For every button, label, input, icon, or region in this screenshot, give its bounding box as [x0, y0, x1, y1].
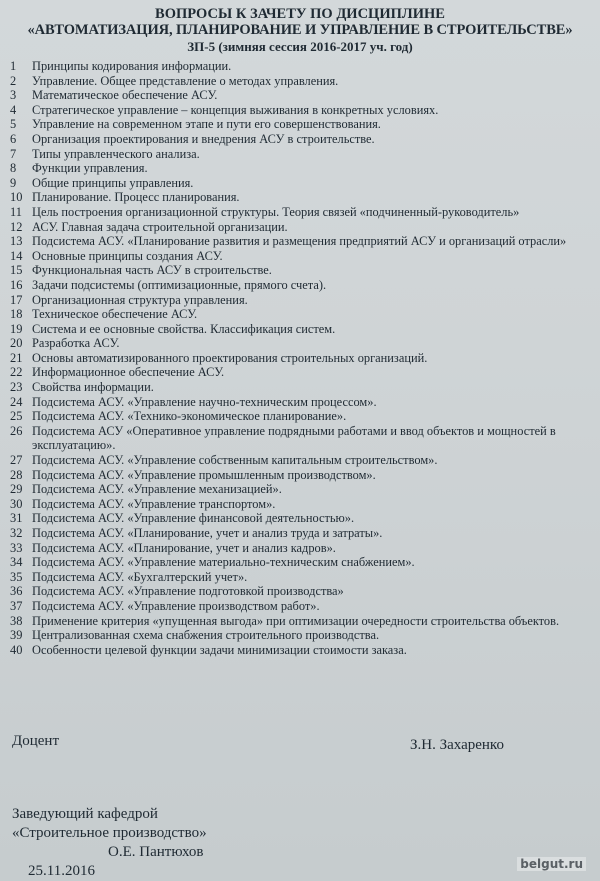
- question-item: [10, 497, 590, 512]
- question-item: [10, 409, 590, 424]
- question-item: [10, 526, 590, 541]
- question-item: [10, 482, 590, 497]
- question-item: [10, 103, 590, 118]
- docent-label: Доцент: [12, 733, 59, 749]
- question-number: 23: [10, 380, 23, 395]
- session-info: ЗП-5 (зимняя сессия 2016-2017 уч. год): [187, 39, 413, 54]
- question-text: Функции управления.: [32, 161, 148, 176]
- docent-name: З.Н. Захаренко: [410, 737, 504, 753]
- question-number: 3: [10, 88, 17, 103]
- document-date: 25.11.2016: [28, 863, 95, 879]
- question-item: [10, 59, 590, 74]
- question-number: 19: [10, 321, 23, 336]
- question-text: Планирование. Процесс планирования.: [32, 190, 240, 205]
- question-text: Организация проектирования и внедрения АСУ в строительстве.: [32, 131, 375, 146]
- question-text: Подсистема АСУ. «Управление финансовой деятельностью».: [32, 511, 355, 526]
- question-text: Цель построения организационной структуры. Теория связей «подчиненный-руководитель»: [32, 204, 520, 219]
- question-number: 37: [10, 598, 23, 613]
- head-label-1: Заведующий кафедрой: [12, 806, 158, 822]
- question-item: [10, 336, 590, 351]
- question-item: [10, 380, 590, 395]
- question-item: [10, 628, 590, 643]
- head-signature: [12, 805, 207, 881]
- question-item: [10, 161, 590, 176]
- question-number: 33: [10, 540, 23, 555]
- question-item: [10, 147, 590, 162]
- questions-list: [10, 59, 590, 657]
- question-number: 28: [10, 467, 23, 482]
- question-item: [10, 614, 590, 629]
- question-text: Система и ее основные свойства. Классификация систем.: [32, 321, 336, 336]
- question-number: 26: [10, 423, 23, 438]
- question-number: 30: [10, 496, 23, 511]
- question-number: 5: [10, 117, 17, 132]
- question-text: Типы управленческого анализа.: [32, 146, 200, 161]
- question-number: 39: [10, 628, 23, 643]
- question-text: Свойства информации.: [32, 380, 154, 395]
- question-item: [10, 263, 590, 278]
- question-number: 24: [10, 394, 23, 409]
- question-number: 4: [10, 102, 17, 117]
- question-text: Подсистема АСУ. «Управление научно-техническим процессом».: [32, 394, 377, 409]
- question-text: Подсистема АСУ. «Управление собственным капитальным строительством».: [32, 453, 438, 468]
- question-item: [10, 278, 590, 293]
- question-number: 14: [10, 248, 23, 263]
- question-item: [10, 220, 590, 235]
- question-item: [10, 453, 590, 468]
- question-item: [10, 74, 590, 89]
- question-number: 7: [10, 146, 17, 161]
- question-text: Стратегическое управление – концепция выживания в конкретных условиях.: [32, 102, 439, 117]
- question-text: Подсистема АСУ. «Управление промышленным производством».: [32, 467, 376, 482]
- question-number: 16: [10, 277, 23, 292]
- question-text: Принципы кодирования информации.: [32, 59, 232, 73]
- question-item: [10, 176, 590, 191]
- document-title: ВОПРОСЫ К ЗАЧЕТУ ПО ДИСЦИПЛИНЕ: [155, 6, 445, 22]
- question-text: Информационное обеспечение АСУ.: [32, 365, 225, 380]
- question-number: 21: [10, 350, 23, 365]
- question-item: [10, 117, 590, 132]
- question-text: Подсистема АСУ. «Управление транспортом».: [32, 496, 276, 511]
- question-text: Управление на современном этапе и пути его совершенствования.: [32, 117, 381, 132]
- question-item: [10, 293, 590, 308]
- question-number: 8: [10, 161, 17, 176]
- question-number: 40: [10, 642, 23, 657]
- question-text: Общие принципы управления.: [32, 175, 194, 190]
- question-item: [10, 424, 590, 453]
- question-item: [10, 365, 590, 380]
- question-number: 36: [10, 584, 23, 599]
- question-text: Подсистема АСУ. «Планирование развития и размещения предприятий АСУ и организаций отрасли»: [32, 234, 567, 249]
- question-text: Централизованная схема снабжения строительного производства.: [32, 628, 380, 643]
- question-item: [10, 555, 590, 570]
- question-text: Подсистема АСУ. «Управление механизацией».: [32, 482, 282, 497]
- question-text: Задачи подсистемы (оптимизационные, прямого счета).: [32, 277, 327, 292]
- question-item: [10, 541, 590, 556]
- head-name: О.Е. Пантюхов: [108, 844, 204, 860]
- question-number: 1: [10, 59, 17, 73]
- question-text: Применение критерия «упущенная выгода» при оптимизации очередности строительства объектов.: [32, 613, 560, 628]
- question-item: [10, 234, 590, 249]
- question-number: 15: [10, 263, 23, 278]
- question-number: 38: [10, 613, 23, 628]
- question-item: [10, 570, 590, 585]
- question-number: 31: [10, 511, 23, 526]
- question-item: [10, 351, 590, 366]
- question-number: 18: [10, 307, 23, 322]
- question-number: 10: [10, 190, 23, 205]
- question-item: [10, 511, 590, 526]
- question-item: [10, 322, 590, 337]
- question-number: 35: [10, 569, 23, 584]
- question-text: Основные принципы создания АСУ.: [32, 248, 223, 263]
- question-item: [10, 132, 590, 147]
- question-number: 20: [10, 336, 23, 351]
- question-text: Подсистема АСУ. «Управление производством работ».: [32, 598, 320, 613]
- question-item: [10, 190, 590, 205]
- question-text: Управление. Общее представление о методах управления.: [32, 73, 339, 88]
- question-text: Основы автоматизированного проектирования строительных организаций.: [32, 350, 428, 365]
- docent-signature: [12, 733, 580, 753]
- question-text: Организационная структура управления.: [32, 292, 248, 307]
- question-item: [10, 395, 590, 410]
- question-text: Подсистема АСУ. «Бухгалтерский учет».: [32, 569, 248, 584]
- question-text: Подсистема АСУ. «Управление подготовкой производства»: [32, 584, 344, 599]
- question-number: 27: [10, 453, 23, 468]
- question-item: [10, 468, 590, 483]
- question-number: 32: [10, 526, 23, 540]
- question-text: Техническое обеспечение АСУ.: [32, 307, 198, 322]
- question-number: 2: [10, 73, 17, 88]
- question-number: 29: [10, 482, 23, 497]
- question-text: Подсистема АСУ. «Планирование, учет и анализ труда и затраты».: [32, 526, 383, 540]
- question-item: [10, 584, 590, 599]
- document-header: [10, 6, 590, 55]
- question-number: 25: [10, 409, 23, 424]
- question-item: [10, 249, 590, 264]
- question-number: 13: [10, 234, 23, 249]
- question-text: Подсистема АСУ. «Технико-экономическое планирование».: [32, 409, 347, 424]
- question-text: Математическое обеспечение АСУ.: [32, 88, 218, 103]
- question-number: 12: [10, 219, 23, 234]
- question-text: Особенности целевой функции задачи минимизации стоимости заказа.: [32, 642, 407, 657]
- question-text: АСУ. Главная задача строительной организации.: [32, 219, 288, 234]
- question-number: 9: [10, 175, 17, 190]
- question-number: 34: [10, 555, 23, 570]
- question-item: [10, 88, 590, 103]
- question-number: 17: [10, 292, 23, 307]
- discipline-name: «АВТОМАТИЗАЦИЯ, ПЛАНИРОВАНИЕ И УПРАВЛЕНИЕ В СТРОИТЕЛЬСТВЕ»: [27, 22, 573, 38]
- watermark: belgut.ru: [517, 857, 586, 871]
- question-item: [10, 643, 590, 658]
- question-text: Подсистема АСУ. «Управление материально-техническим снабжением».: [32, 555, 415, 570]
- question-text: Функциональная часть АСУ в строительстве.: [32, 263, 272, 278]
- head-label-2: «Строительное производство»: [12, 825, 207, 841]
- question-text: Подсистема АСУ «Оперативное управление подрядными работами и ввод объектов и мощностей в эксплуатацию».: [32, 423, 556, 453]
- question-item: [10, 599, 590, 614]
- question-number: 11: [10, 204, 22, 219]
- question-number: 22: [10, 365, 23, 380]
- question-number: 6: [10, 131, 17, 146]
- question-text: Разработка АСУ.: [32, 336, 120, 351]
- question-text: Подсистема АСУ. «Планирование, учет и анализ кадров».: [32, 540, 336, 555]
- question-item: [10, 205, 590, 220]
- question-item: [10, 307, 590, 322]
